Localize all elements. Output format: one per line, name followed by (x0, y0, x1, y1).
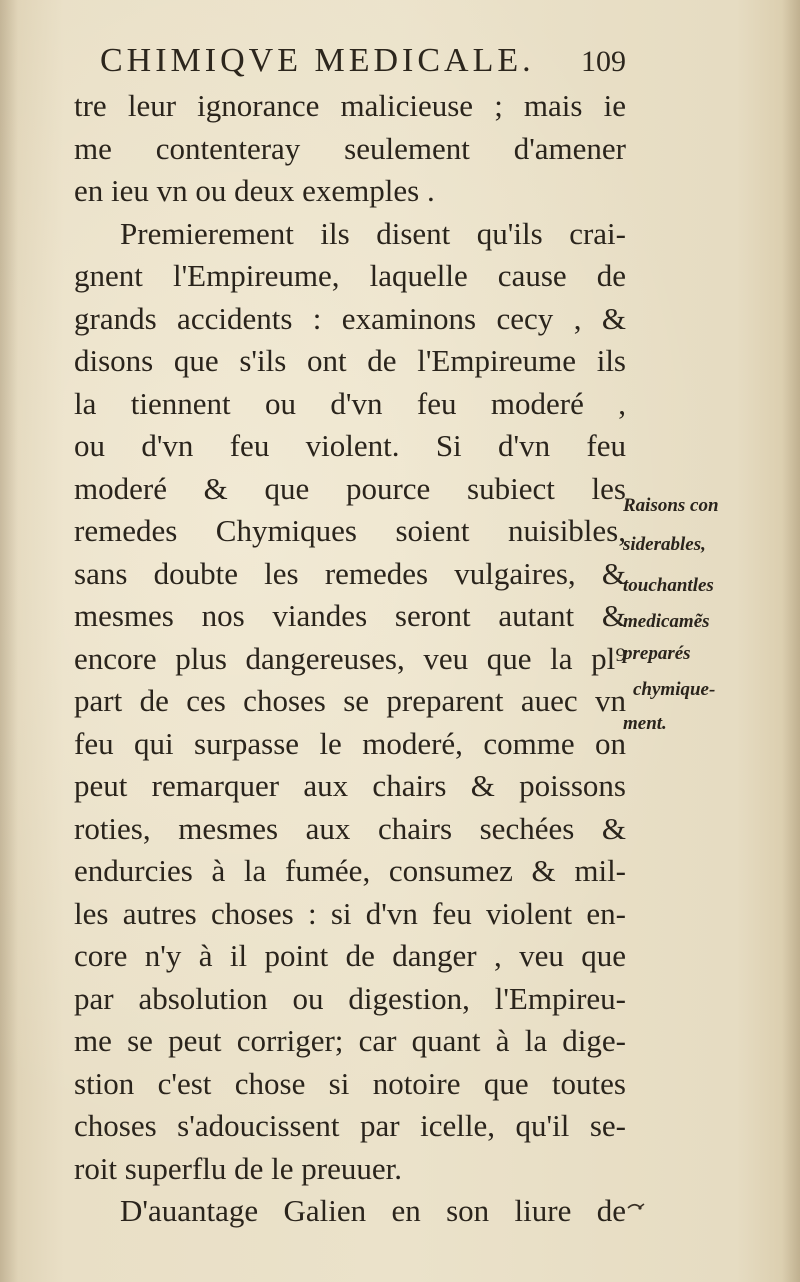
text-line: choses s'adoucissent par icelle, qu'il se- (74, 1108, 626, 1143)
text-line: remedes Chymiques soient nuisibles, (74, 513, 626, 548)
text-line: feu qui surpasse le moderé, comme on (74, 725, 626, 761)
marginal-note-line: preparés (623, 643, 691, 664)
text-line: les autres choses : si d'vn feu violent en- (74, 895, 626, 931)
text-line: ou d'vn feu violent. Si d'vn feu (74, 428, 626, 463)
marginal-note (623, 488, 793, 739)
text-line: peut remarquer aux chairs & poissons (74, 768, 626, 803)
page-edge-left (0, 0, 18, 1282)
text-line: roties, mesmes aux chairs sechées & (74, 810, 626, 846)
text-line: disons que s'ils ont de l'Empireume ils (74, 343, 626, 378)
running-head-title: CHIMIQVE MEDICALE. (100, 42, 535, 79)
page-number: 109 (581, 45, 626, 78)
marginal-note-line: siderables, (623, 534, 706, 555)
text-line: core n'y à il point de danger , veu que (74, 938, 626, 973)
text-line: part de ces choses se preparent auec vn (74, 683, 626, 718)
text-line: encore plus dangereuses, veu que la pl⁹ (74, 640, 626, 676)
text-line: me se peut corriger; car quant à la dige- (74, 1023, 626, 1058)
text-line: moderé & que pource subiect les (74, 470, 626, 506)
marginal-note-line: ment. (623, 713, 667, 734)
text-line: me contenteray seulement d'amener (74, 130, 626, 166)
text-line: grands accidents : examinons cecy , & (74, 300, 626, 336)
running-head (100, 42, 630, 86)
text-line: stion c'est chose si notoire que toutes (74, 1065, 626, 1101)
text-line: endurcies à la fumée, consumez & mil- (74, 853, 626, 888)
marginal-note-line: chymique- (633, 679, 716, 700)
text-line: par absolution ou digestion, l'Empireu- (74, 980, 626, 1016)
text-line: en ieu vn ou deux exemples . (74, 173, 435, 208)
paragraph-start-line: Premierement ils disent qu'ils crai- (120, 215, 626, 251)
text-line: roit superflu de le preuuer. (74, 1150, 402, 1186)
marginal-note-line: Raisons con (623, 495, 719, 516)
text-line: gnent l'Empireume, laquelle cause de (74, 258, 626, 293)
marginal-note-line: touchantles (623, 575, 714, 596)
marginal-note-line: medicamẽs (623, 611, 710, 632)
body-text (74, 85, 626, 1233)
text-line: mesmes nos viandes seront autant & (74, 598, 626, 633)
text-line: sans doubte les remedes vulgaires, & (74, 555, 626, 591)
text-line: la tiennent ou d'vn feu moderé , (74, 385, 626, 421)
printer-flourish-ornament (626, 1198, 646, 1212)
text-line: tre leur ignorance malicieuse ; mais ie (74, 88, 626, 123)
paragraph-start-line: D'auantage Galien en son liure de (120, 1193, 626, 1228)
